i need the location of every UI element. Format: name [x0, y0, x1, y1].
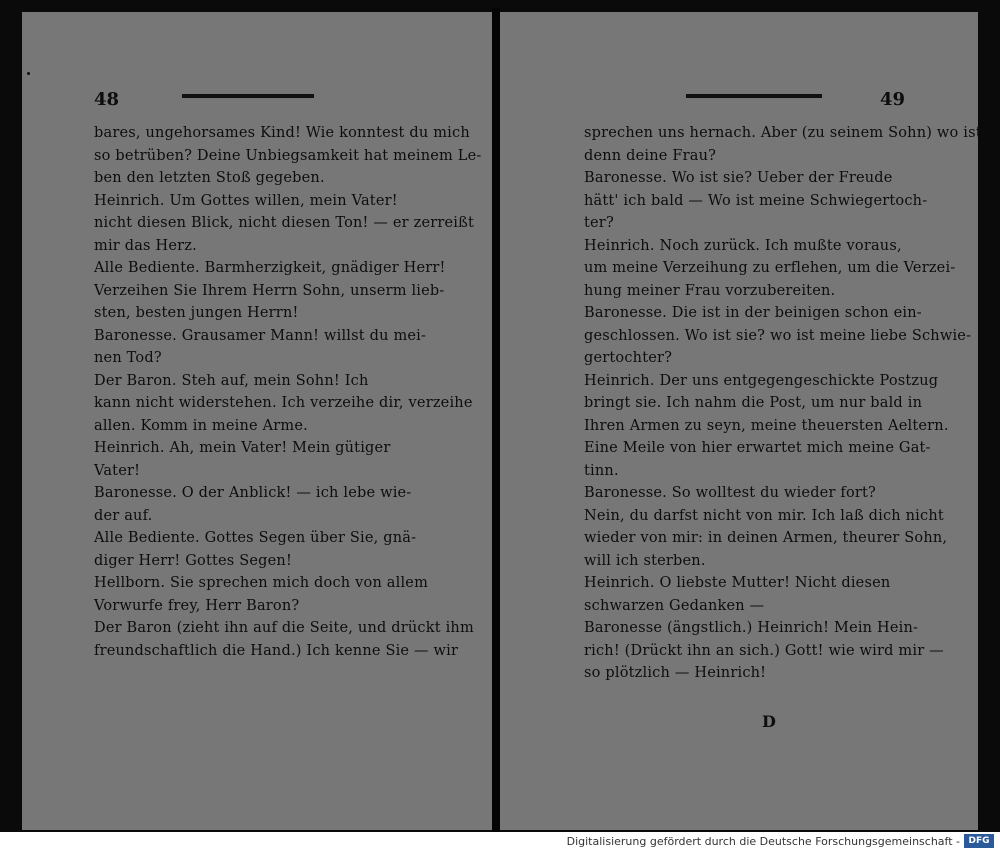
text-line: kann nicht widerstehen. Ich verzeihe dir, verzeihe: [94, 395, 473, 411]
text-line: Heinrich. Der uns entgegengeschickte Postzug: [584, 372, 939, 389]
text-line: freundschaftlich die Hand.) Ich kenne Sie — wir: [94, 642, 459, 659]
text-line: Verzeihen Sie Ihrem Herrn Sohn, unserm lieb-: [94, 282, 445, 299]
text-line: Hellborn. Sie sprechen mich doch von allem: [94, 575, 429, 591]
book-gutter: [492, 8, 500, 834]
scan-speck: [27, 72, 30, 75]
right-text-block: [584, 122, 982, 685]
text-line: Ihren Armen zu seyn, meine theuersten Aeltern.: [584, 417, 949, 434]
left-page: [22, 12, 492, 830]
text-line: der auf.: [94, 507, 153, 524]
text-line: so betrüben? Deine Unbiegsamkeit hat meinem Le-: [94, 147, 482, 164]
text-line: nen Tod?: [94, 350, 162, 366]
right-page: [500, 12, 982, 830]
left-text-block: [94, 122, 482, 662]
text-line: hung meiner Frau vorzubereiten.: [584, 282, 836, 299]
text-line: sten, besten jungen Herrn!: [94, 305, 299, 321]
left-header-rule: [182, 94, 314, 98]
text-line: bares, ungehorsames Kind! Wie konntest du mich: [94, 125, 470, 141]
text-line: sprechen uns hernach. Aber (zu seinem Sohn) wo ist: [584, 125, 982, 141]
text-line: Heinrich. Noch zurück. Ich mußte voraus,: [584, 237, 902, 254]
text-line: Heinrich. O liebste Mutter! Nicht diesen: [584, 575, 891, 591]
text-line: ter?: [584, 215, 614, 231]
text-line: nicht diesen Blick, nicht diesen Ton! — er zerreißt: [94, 215, 475, 231]
text-line: denn deine Frau?: [584, 147, 717, 164]
digitization-footer: [0, 832, 1000, 851]
text-line: schwarzen Gedanken —: [584, 597, 765, 614]
text-line: Eine Meile von hier erwartet mich meine Gat-: [584, 440, 931, 456]
text-line: Heinrich. Um Gottes willen, mein Vater!: [94, 192, 398, 209]
text-line: Baronesse. Grausamer Mann! willst du mei-: [94, 327, 427, 344]
right-page-number: 49: [880, 89, 906, 110]
text-line: ben den letzten Stoß gegeben.: [94, 170, 325, 186]
text-line: Der Baron (zieht ihn auf die Seite, und drückt ihm: [94, 620, 474, 636]
text-line: bringt sie. Ich nahm die Post, um nur bald in: [584, 395, 923, 411]
text-line: Alle Bediente. Gottes Segen über Sie, gnä-: [94, 530, 417, 546]
text-line: rich! (Drückt ihn an sich.) Gott! wie wird mir —: [584, 642, 944, 659]
text-line: Alle Bediente. Barmherzigkeit, gnädiger Herr!: [94, 260, 446, 276]
text-line: Heinrich. Ah, mein Vater! Mein gütiger: [94, 440, 391, 456]
text-line: Baronesse. O der Anblick! — ich lebe wie-: [94, 485, 412, 501]
text-line: geschlossen. Wo ist sie? wo ist meine liebe Schwie-: [584, 327, 972, 344]
text-line: Baronesse. Die ist in der beinigen schon ein-: [584, 305, 922, 321]
text-line: Der Baron. Steh auf, mein Sohn! Ich: [94, 372, 369, 389]
text-line: wieder von mir: in deinen Armen, theurer Sohn,: [584, 530, 948, 546]
dfg-logo: DFG: [964, 834, 994, 848]
text-line: tinn.: [584, 462, 619, 479]
text-line: so plötzlich — Heinrich!: [584, 665, 767, 681]
text-line: um meine Verzeihung zu erflehen, um die Verzei-: [584, 260, 956, 276]
left-page-number: 48: [94, 89, 120, 110]
text-line: hätt' ich bald — Wo ist meine Schwiegertoch-: [584, 192, 928, 209]
funding-notice: Digitalisierung gefördert durch die Deutsche Forschungsgemeinschaft -: [566, 835, 960, 848]
right-header-rule: [686, 94, 822, 98]
text-line: gertochter?: [584, 350, 673, 366]
text-line: Baronesse (ängstlich.) Heinrich! Mein Hein-: [584, 620, 919, 636]
text-line: Nein, du darfst nicht von mir. Ich laß dich nicht: [584, 507, 944, 524]
text-line: mir das Herz.: [94, 237, 197, 254]
text-line: will ich sterben.: [584, 552, 706, 569]
text-line: Vater!: [94, 462, 141, 479]
text-line: Baronesse. So wolltest du wieder fort?: [584, 485, 877, 501]
signature-mark: D: [762, 712, 776, 731]
text-line: Vorwurfe frey, Herr Baron?: [94, 597, 300, 614]
text-line: Baronesse. Wo ist sie? Ueber der Freude: [584, 170, 893, 186]
text-line: allen. Komm in meine Arme.: [94, 417, 308, 434]
text-line: diger Herr! Gottes Segen!: [94, 552, 292, 569]
